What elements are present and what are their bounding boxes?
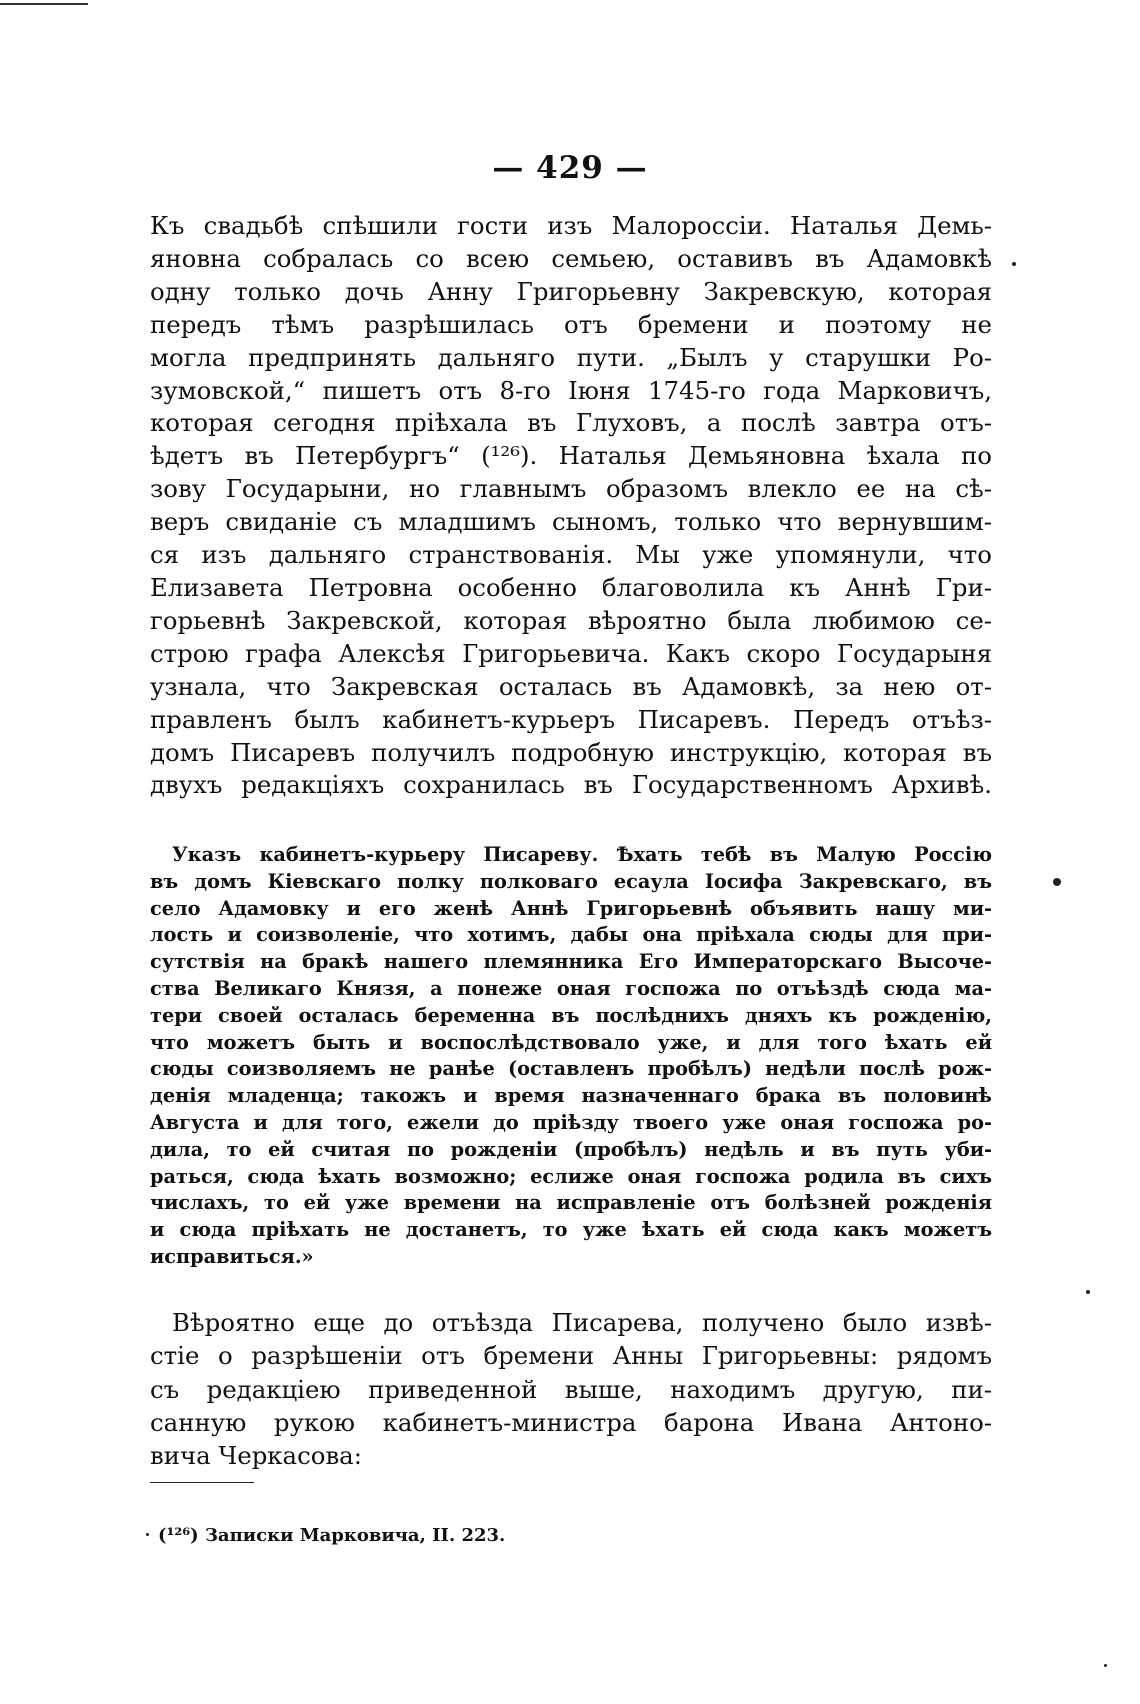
footnote-rule bbox=[150, 1482, 254, 1483]
text-line: Елизавета Петровна особенно благоволила къ Аннѣ Гри- bbox=[150, 572, 992, 602]
quote-line: исправиться.» bbox=[150, 1244, 314, 1268]
quote-line: денія младенца; такожъ и время назначеннаго брака въ половинѣ bbox=[150, 1084, 992, 1108]
quote-line: село Адамовку и его женѣ Аннѣ Григорьевнѣ объявить нашу ми- bbox=[150, 896, 992, 920]
text-line: зумовской,“ пишетъ отъ 8-го Іюня 1745-го года Марковичъ, bbox=[150, 375, 992, 405]
margin-speck bbox=[1086, 1290, 1090, 1294]
quote-line: Августа и для того, ежели до пріѣзду твоего уже оная госпожа ро- bbox=[150, 1110, 992, 1134]
quote-line: Указъ кабинетъ-курьеру Писареву. Ѣхать тебѣ въ Малую Россію bbox=[172, 843, 992, 866]
text-line: вича Черкасова: bbox=[150, 1441, 362, 1471]
margin-speck bbox=[1104, 1664, 1107, 1667]
text-line: которая сегодня пріѣхала въ Глуховъ, а послѣ завтра отъ- bbox=[150, 408, 992, 438]
quote-line: и сюда пріѣхать не достанетъ, то уже ѣхать ей сюда какъ можетъ bbox=[150, 1218, 992, 1242]
text-line: ся изъ дальняго странствованія. Мы уже упомянули, что bbox=[150, 540, 992, 570]
quote-line: сутствія на бракѣ нашего племянника Его Императорскаго Высоче- bbox=[150, 950, 992, 974]
text-line: ѣдетъ въ Петербургъ“ (¹²⁶). Наталья Демьяновна ѣхала по bbox=[150, 441, 992, 471]
quote-line: сюды соизволяемъ не ранѣе (оставленъ пробѣлъ) недѣли послѣ рож- bbox=[150, 1057, 992, 1081]
quote-line: что можетъ быть и воспослѣдствовало уже, и для того ѣхать ей bbox=[150, 1030, 992, 1054]
margin-speck bbox=[1012, 262, 1016, 266]
quoted-decree bbox=[150, 842, 992, 1271]
text-line: санную рукою кабинетъ-министра барона Ивана Антоно- bbox=[150, 1407, 992, 1437]
text-line: одну только дочь Анну Григорьевну Закревскую, которая bbox=[150, 276, 992, 306]
text-line: горьевнѣ Закревской, которая вѣроятно была любимою се- bbox=[150, 605, 992, 635]
margin-speck bbox=[1053, 878, 1061, 886]
text-line: съ редакціею приведенной выше, находимъ другую, пи- bbox=[150, 1374, 992, 1404]
quote-line: лость и соизволеніе, что хотимъ, дабы она пріѣхала сюды для при- bbox=[150, 923, 992, 947]
top-rule bbox=[0, 3, 88, 5]
text-line: зову Государыни, но главнымъ образомъ влекло ее на сѣ- bbox=[150, 474, 992, 504]
quote-line: ства Великаго Князя, а понеже оная госпожа по отъѣздѣ сюда ма- bbox=[150, 976, 992, 1000]
footnote: (¹²⁶) Записки Марковича, II. 223. bbox=[158, 1525, 506, 1546]
text-line: яновна собралась со всею семьею, оставивъ въ Адамовкѣ bbox=[150, 243, 992, 273]
text-line: Вѣроятно еще до отъѣзда Писарева, получено было извѣ- bbox=[172, 1308, 992, 1337]
closing-paragraph bbox=[150, 1306, 992, 1472]
text-line: веръ свиданіе съ младшимъ сыномъ, только что вернувшим- bbox=[150, 507, 992, 537]
margin-speck bbox=[146, 1533, 149, 1536]
page-number: — 429 — bbox=[492, 150, 648, 186]
text-line: строю графа Алексѣя Григорьевича. Какъ скоро Государыня bbox=[150, 638, 992, 668]
quote-line: тери своей осталась беременна въ послѣднихъ дняхъ къ рожденію, bbox=[150, 1003, 992, 1027]
text-line: домъ Писаревъ получилъ подробную инструкцію, которая въ bbox=[150, 737, 992, 767]
quote-line: дила, то ей считая по рожденіи (пробѣлъ) недѣль и въ путь уби- bbox=[150, 1137, 992, 1161]
text-line: Къ свадьбѣ спѣшили гости изъ Малороссіи. Наталья Демь- bbox=[150, 211, 992, 240]
quote-line: въ домъ Кіевскаго полку полковаго есаула Іосифа Закревскаго, въ bbox=[150, 869, 992, 893]
text-line: правленъ былъ кабинетъ-курьеръ Писаревъ. Передъ отъѣз- bbox=[150, 704, 992, 734]
text-line: могла предпринять дальняго пути. „Былъ у старушки Ро- bbox=[150, 342, 992, 372]
text-line: передъ тѣмъ разрѣшилась отъ бремени и поэтому не bbox=[150, 309, 992, 339]
text-line: двухъ редакціяхъ сохранилась въ Государственномъ Архивѣ. bbox=[150, 770, 992, 800]
body-paragraph bbox=[150, 210, 992, 802]
text-line: узнала, что Закревская осталась въ Адамовкѣ, за нею от- bbox=[150, 671, 992, 701]
quote-line: числахъ, то ей уже времени на исправленіе отъ болѣзней рожденія bbox=[150, 1191, 992, 1215]
text-line: стіе о разрѣшеніи отъ бремени Анны Григорьевны: рядомъ bbox=[150, 1341, 992, 1371]
quote-line: раться, сюда ѣхать возможно; еслиже оная госпожа родила въ сихъ bbox=[150, 1164, 992, 1188]
